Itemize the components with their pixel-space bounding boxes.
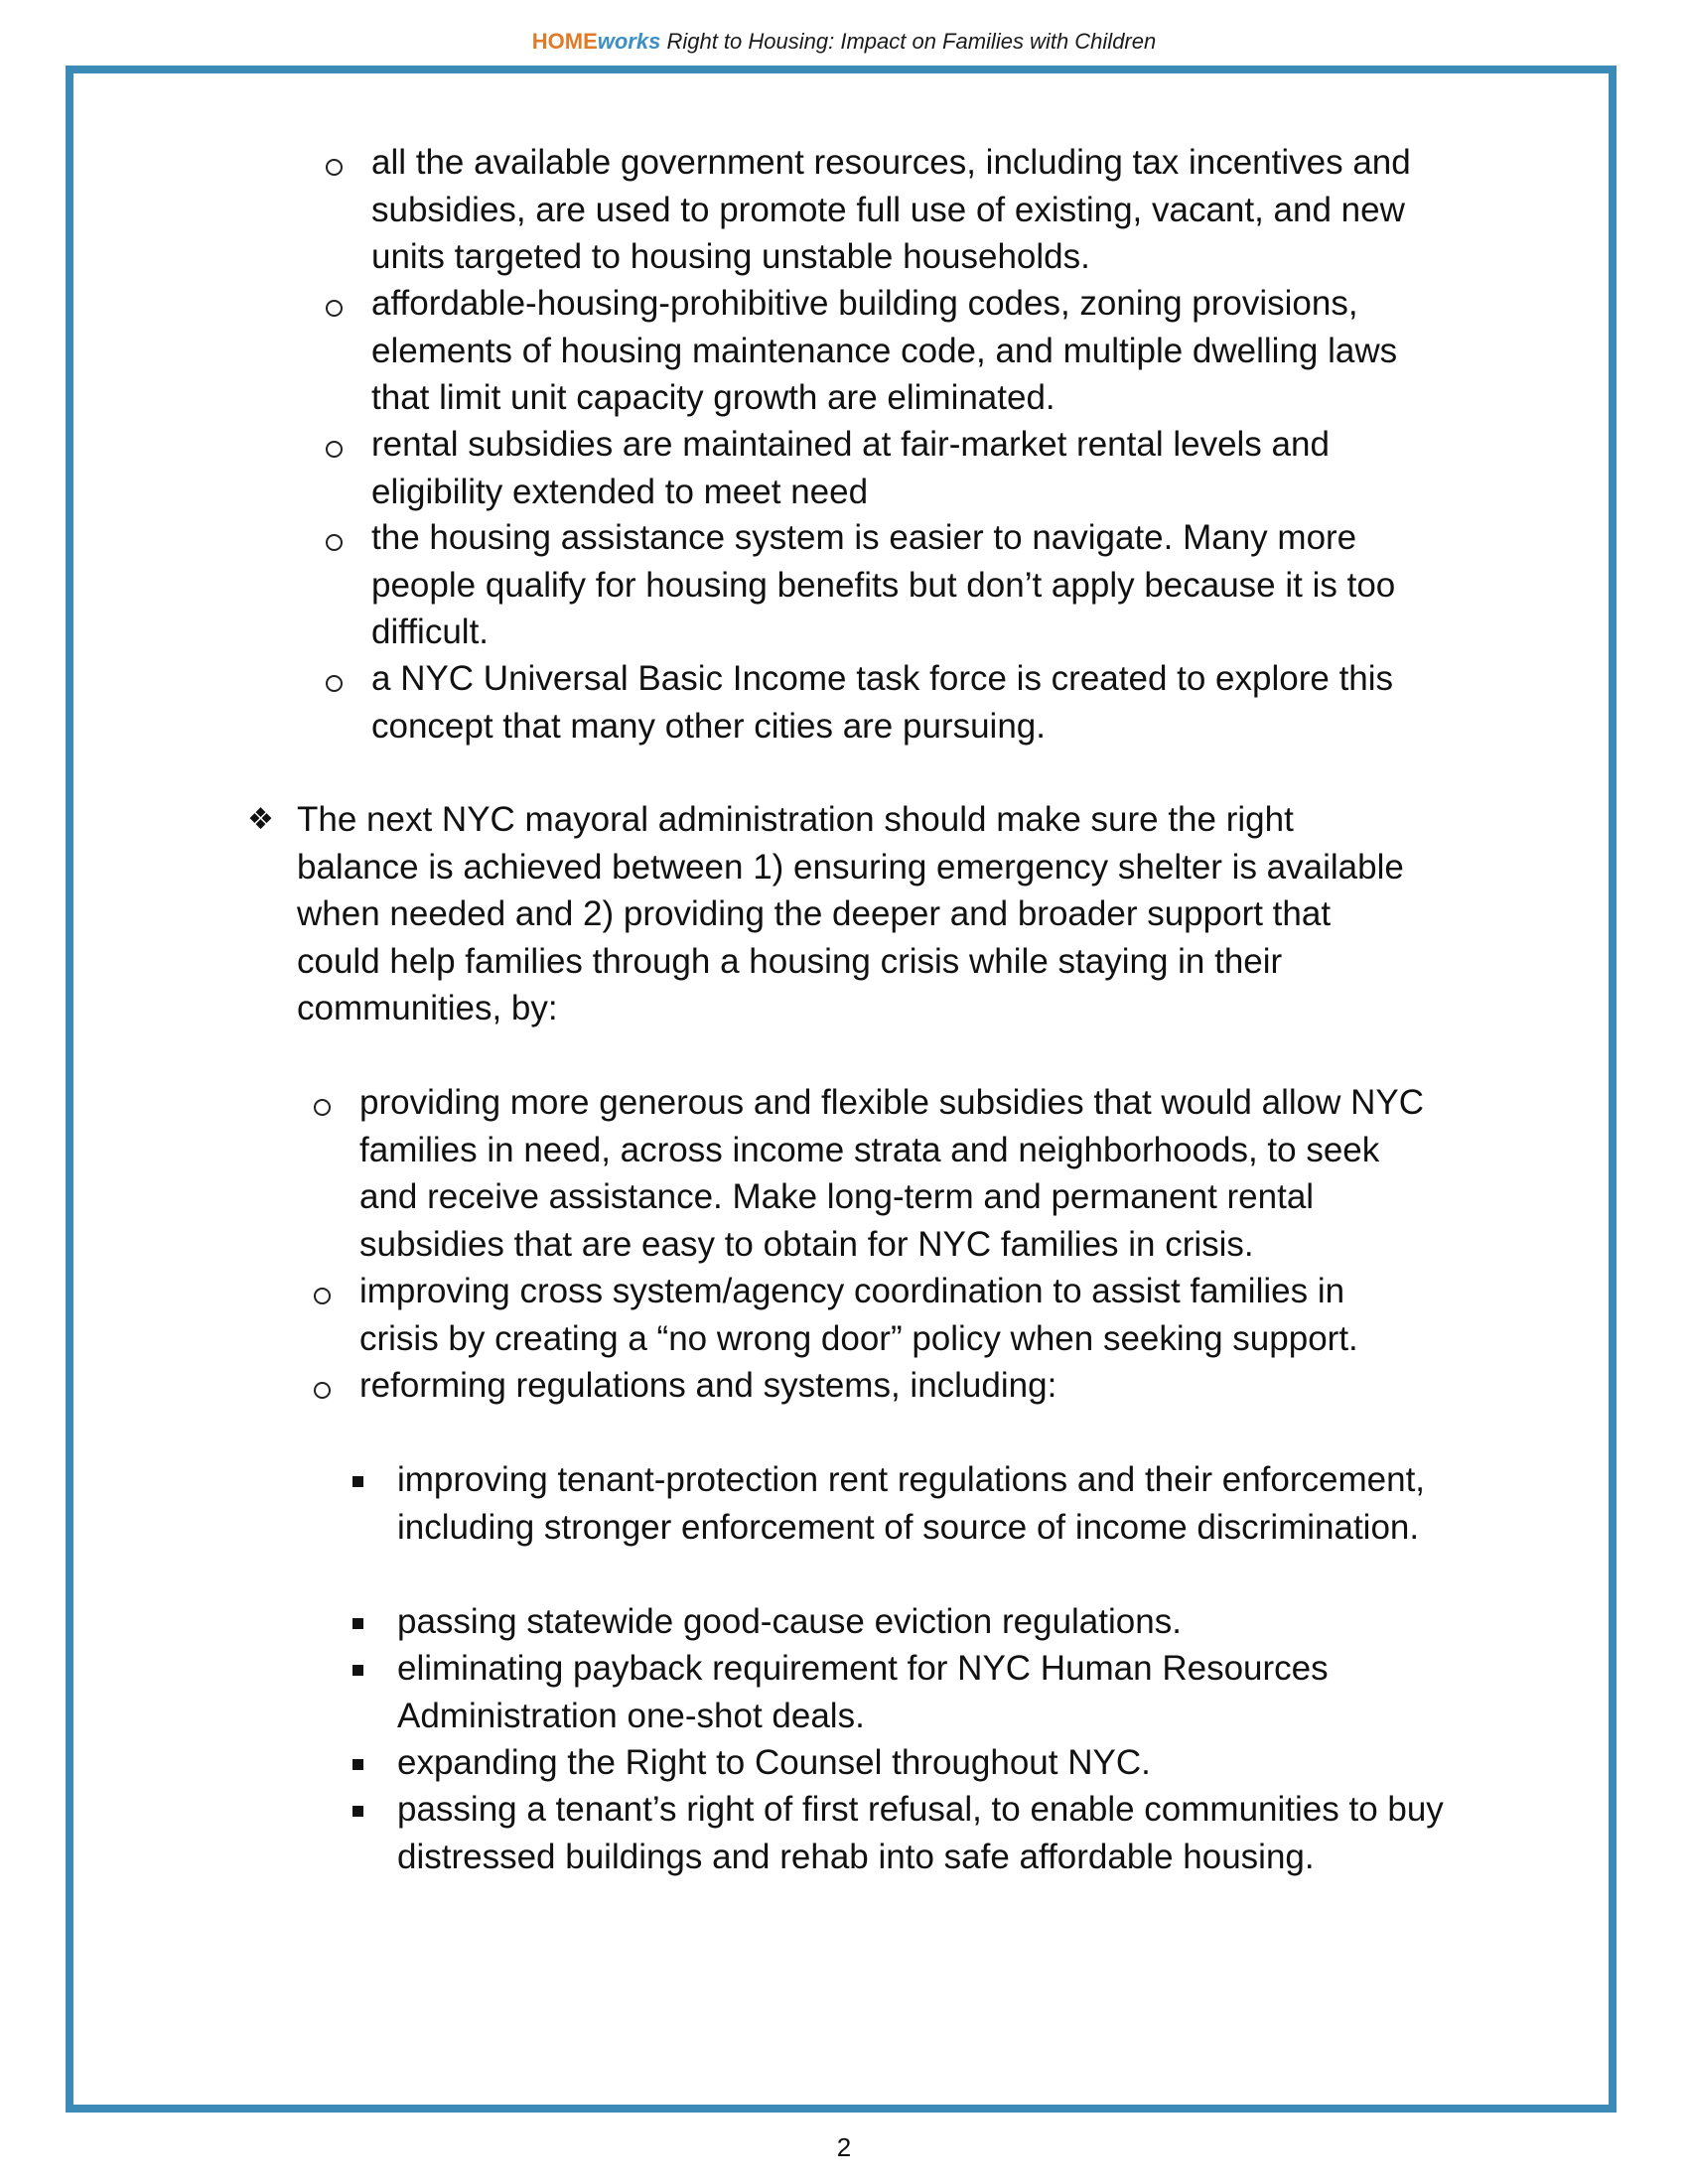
list-item <box>397 1739 1450 1787</box>
list-item-text: providing more generous and flexible subsidies that would allow NYC families in need, across income strata and neighborhoods, to seek and receive assistance. Make long-term and permanent rental subsidies that are easy to obtain for NYC families in crisis. <box>359 1083 1424 1264</box>
square-bullet-icon <box>352 1759 363 1770</box>
brand-works: works <box>597 29 661 54</box>
list-item <box>359 1268 1432 1362</box>
list-item-text: the housing assistance system is easier to navigate. Many more people qualify for housing benefits but don’t apply because it is too difficult. <box>371 518 1396 651</box>
list-item-text: a NYC Universal Basic Income task force is created to explore this concept that many other cities are pursuing. <box>371 659 1394 746</box>
circle-bullet-icon <box>314 1099 331 1116</box>
square-bullet-icon <box>352 1665 363 1676</box>
list-item-text: passing a tenant’s right of first refusal, to enable communities to buy distressed buildings and rehab into safe affordable housing. <box>397 1790 1444 1876</box>
list-item-text: reforming regulations and systems, including: <box>359 1366 1057 1405</box>
list-item <box>371 514 1444 656</box>
list-item-text: expanding the Right to Counsel throughout NYC. <box>397 1743 1151 1782</box>
list-item <box>397 1598 1450 1646</box>
list-item-text: affordable-housing-prohibitive building codes, zoning provisions, elements of housing maintenance code, and multiple dwelling laws that limit unit capacity growth are eliminated. <box>371 284 1398 417</box>
list-item <box>397 1645 1450 1739</box>
brand-home: HOME <box>531 29 598 54</box>
circle-bullet-icon <box>326 534 343 551</box>
circle-bullet-icon <box>326 159 343 176</box>
recommendation-paragraph <box>247 796 1419 1032</box>
recommendation-text: The next NYC mayoral administration should make sure the right balance is achieved between 1) ensuring emergency shelter is available when needed and 2) providing the deeper and broader support that could help families through a housing crisis while staying in their communities, by: <box>297 800 1404 1027</box>
list-item-text: rental subsidies are maintained at fair-market rental levels and eligibility extended to meet need <box>371 425 1330 511</box>
list-item-text: eliminating payback requirement for NYC Human Resources Administration one-shot deals. <box>397 1649 1329 1735</box>
square-bullet-icon <box>352 1806 363 1817</box>
circle-bullet-icon <box>314 1382 331 1399</box>
square-bullet-icon <box>352 1476 363 1487</box>
circle-bullet-icon <box>326 675 343 692</box>
diamond-bullet-icon: ❖ <box>247 803 274 836</box>
list-item <box>371 280 1444 422</box>
list-item <box>371 421 1444 515</box>
list-item-text: all the available government resources, including tax incentives and subsidies, are used to promote full use of existing, vacant, and new units targeted to housing unstable households. <box>371 143 1411 276</box>
circle-bullet-icon <box>326 441 343 458</box>
header-title: Right to Housing: Impact on Families with Children <box>660 29 1157 54</box>
list-item-text: improving tenant-protection rent regulations and their enforcement, including stronger enforcement of source of income discrimination. <box>397 1460 1426 1547</box>
list-item <box>371 655 1444 750</box>
list-item <box>397 1786 1450 1880</box>
list-item-text: improving cross system/agency coordination to assist families in crisis by creating a “no wrong door” policy when seeking support. <box>359 1272 1358 1358</box>
list-item <box>359 1362 1432 1410</box>
circle-bullet-icon <box>314 1288 331 1304</box>
circle-bullet-icon <box>326 300 343 317</box>
list-item <box>371 139 1444 281</box>
page-number: 2 <box>836 2132 852 2162</box>
list-item-text: passing statewide good-cause eviction regulations. <box>397 1602 1182 1641</box>
square-bullet-icon <box>352 1618 363 1629</box>
list-item <box>397 1456 1450 1551</box>
list-item <box>359 1079 1432 1268</box>
